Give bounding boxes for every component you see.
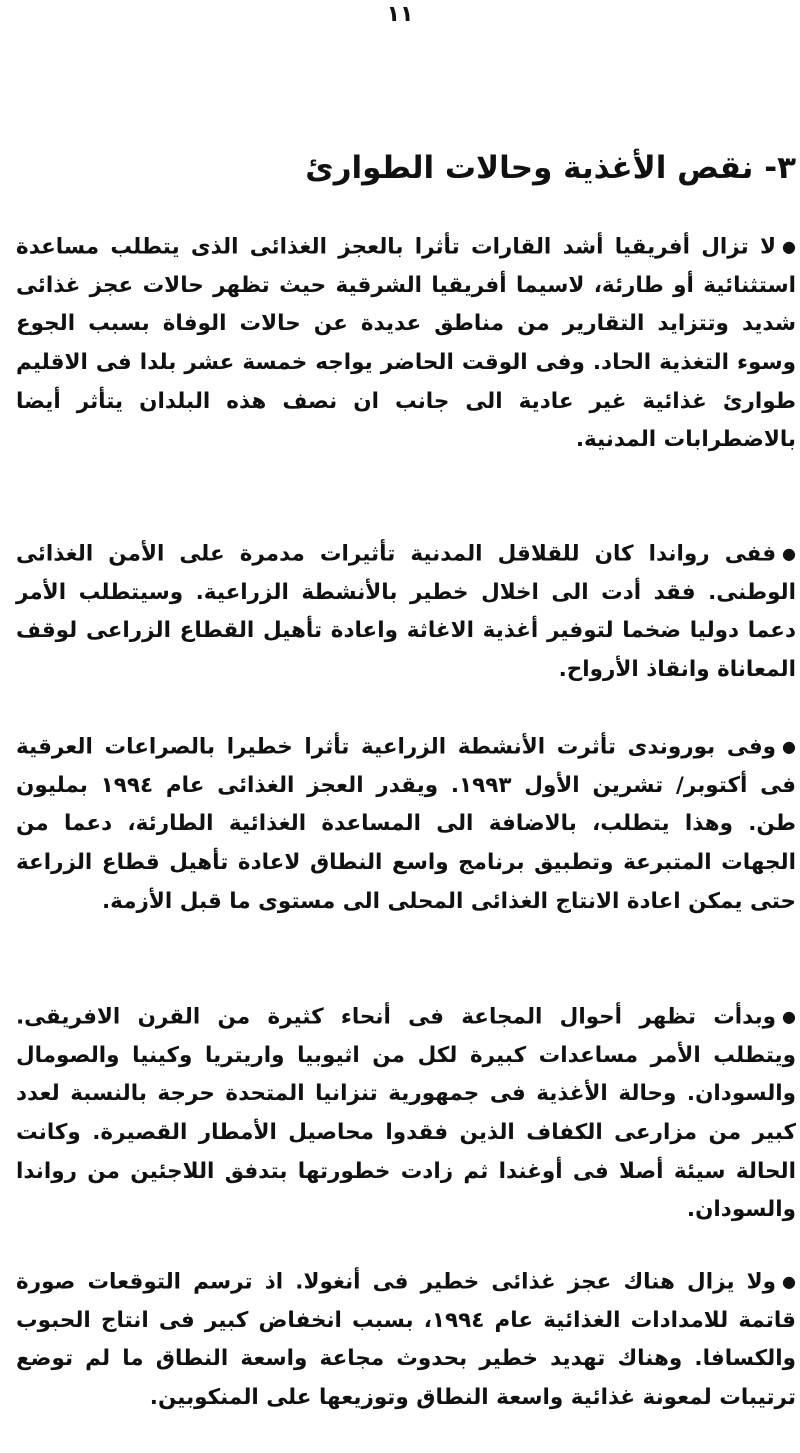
paragraph-1 — [16, 228, 796, 460]
page-number: ١١ — [386, 2, 414, 27]
bullet-icon: ● — [782, 1272, 796, 1291]
paragraph-3 — [16, 728, 796, 921]
bullet-icon: ● — [782, 237, 796, 256]
paragraph-text: ففى رواندا كان للقلاقل المدنية تأثيرات مدمرة على الأمن الغذائى الوطنى. فقد أدت الى اخلال خطير بالأنشطة الزراعية. وسيتطلب الأمر دعما دوليا ضخما لتوفير أغذية الاغاثة واعادة تأهيل القطاع الزراعى لوقف المعاناة وانقاذ الأرواح. — [16, 541, 796, 683]
bullet-icon: ● — [782, 544, 796, 563]
paragraph-text: ولا يزال هناك عجز غذائى خطير فى أنغولا. اذ ترسم التوقعات صورة قاتمة للامدادات الغذائية عام ١٩٩٤، بسبب انخفاض كبير فى انتاج الحبوب والكسافا. وهناك تهديد خطير بحدوث مجاعة واسعة النطاق ما لم توضع ترتيبات لمعونة غذائية واسعة النطاق وتوزيعها على المنكوبين. — [16, 1269, 796, 1411]
paragraph-2 — [16, 535, 796, 690]
paragraph-text: وفى بوروندى تأثرت الأنشطة الزراعية تأثرا خطيرا بالصراعات العرقية فى أكتوبر/ تشرين الأول ١٩٩٣. ويقدر العجز الغذائى عام ١٩٩٤ بمليون طن. وهذا يتطلب، بالاضافة الى المساعدة الغذائية الطارئة، دعما من الجهات المتبرعة وتطبيق برنامج واسع النطاق لاعادة تأهيل قطاع الزراعة حتى يمكن اعادة الانتاج الغذائى المحلى الى مستوى ما قبل الأزمة. — [16, 734, 796, 914]
bullet-icon: ● — [782, 1007, 796, 1026]
paragraph-text: وبدأت تظهر أحوال المجاعة فى أنحاء كثيرة من القرن الافريقى. ويتطلب الأمر مساعدات كبيرة لكل من اثيوبيا واريتريا وكينيا والصومال والسودان. وحالة الأغذية فى جمهورية تنزانيا المتحدة حرجة بالنسبة لعدد كبير من مزارعى الكفاف الذين فقدوا محاصيل الأمطار القصيرة. وكانت الحالة سيئة أصلا فى أوغندا ثم زادت خطورتها بتدفق اللاجئين من رواندا والسودان. — [16, 1004, 796, 1223]
paragraph-text: لا تزال أفريقيا أشد القارات تأثرا بالعجز الغذائى الذى يتطلب مساعدة استثنائية أو طارئة، لاسيما أفريقيا الشرقية حيث تظهر حالات عجز غذائى شديد وتتزايد التقارير من مناطق عديدة عن حالات الوفاة بسبب الجوع وسوء التغذية الحاد. وفى الوقت الحاضر يواجه خمسة عشر بلدا فى الاقليم طوارئ غذائية غير عادية الى جانب ان نصف هذه البلدان يتأثر أيضا بالاضطرابات المدنية. — [16, 234, 796, 453]
section-title: ٣- نقص الأغذية وحالات الطوارئ — [305, 150, 796, 186]
bullet-icon: ● — [782, 737, 796, 756]
paragraph-5 — [16, 1263, 796, 1418]
paragraph-4 — [16, 998, 796, 1230]
